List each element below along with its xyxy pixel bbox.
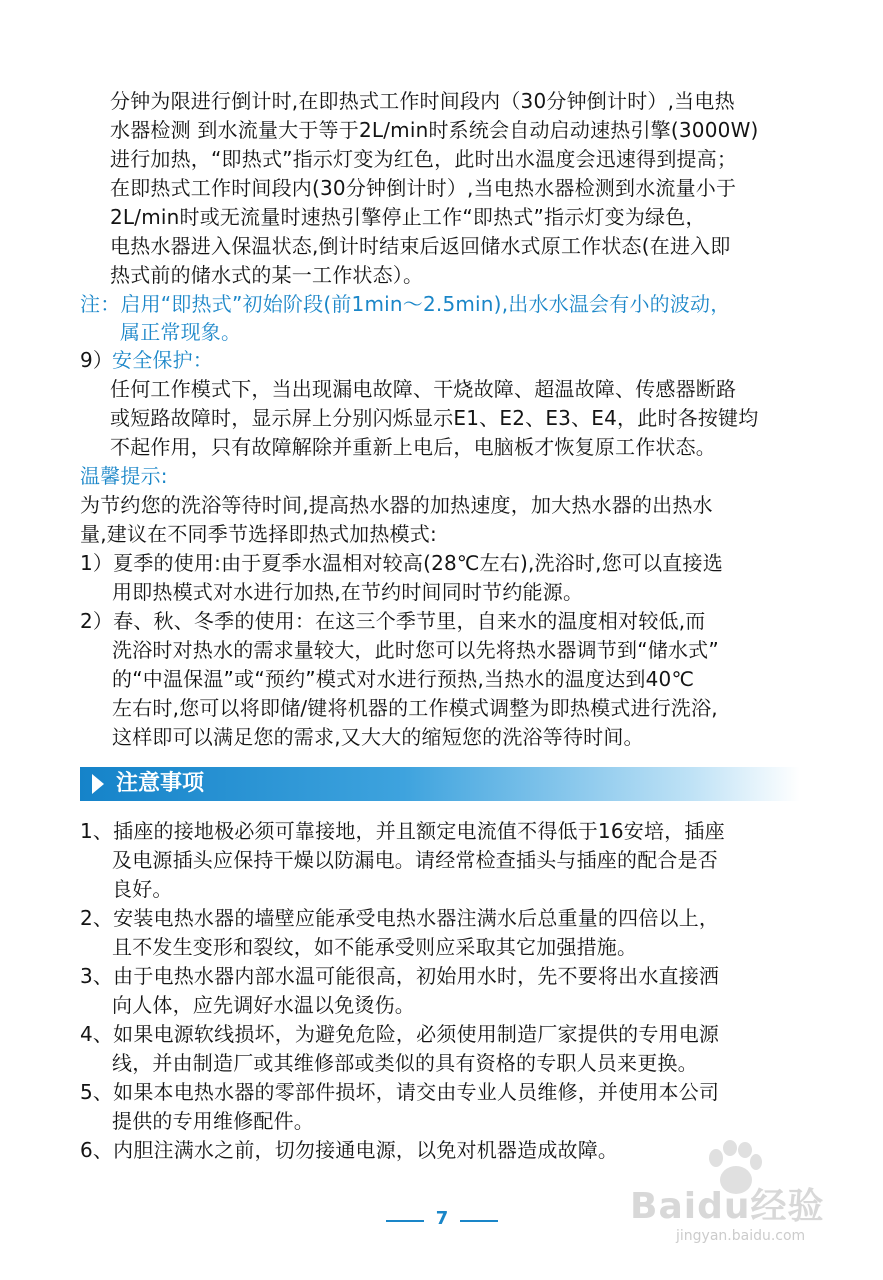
watermark-url: jingyan.baidu.com [676, 1228, 806, 1244]
intro-line: 分钟为限进行倒计时,在即热式工作时间段内（30分钟倒计时）,当电热 [110, 89, 735, 113]
page-number: 7 [435, 1208, 449, 1229]
intro-line: 在即热式工作时间段内(30分钟倒计时）,当电热水器检测到水流量小于 [110, 176, 737, 200]
notice-line: 5、如果本电热水器的零部件损坏，请交由专业人员维修，并使用本公司 [80, 1080, 720, 1104]
notice-line: 2、安装电热水器的墙壁应能承受电热水器注满水后总重量的四倍以上， [80, 906, 720, 930]
intro-line: 进行加热，“即热式”指示灯变为红色，此时出水温度会迅速得到提高； [110, 147, 738, 171]
notice-line: 3、由于电热水器内部水温可能很高，初始用水时，先不要将出水直接洒 [80, 964, 720, 988]
triangle-right-icon [92, 774, 104, 794]
intro-line: 2L/min时或无流量时速热引擎停止工作“即热式”指示灯变为绿色， [110, 205, 706, 229]
tips-item-line: 这样即可以满足您的需求,又大大的缩短您的洗浴等待时间。 [112, 725, 644, 749]
tips-item-line: 左右时,您可以将即储/键将机器的工作模式调整为即热模式进行洗浴, [112, 696, 718, 720]
notice-line: 及电源插头应保持干燥以防漏电。请经常检查插头与插座的配合是否 [112, 848, 718, 872]
tips-item-line: 用即热模式对水进行加热,在节约时间同时节约能源。 [112, 580, 584, 604]
intro-line: 电热水器进入保温状态,倒计时结束后返回储水式原工作状态(在进入即 [110, 234, 731, 258]
safety-line: 或短路故障时，显示屏上分别闪烁显示E1、E2、E3、E4，此时各按键均 [110, 406, 759, 430]
notice-line: 向人体，应先调好水温以免烫伤。 [112, 993, 415, 1017]
note-line: 注：启用“即热式”初始阶段(前1min～2.5min),出水水温会有小的波动， [80, 292, 731, 316]
tips-intro-line: 量,建议在不同季节选择即热式加热模式: [80, 522, 437, 546]
tips-heading: 温馨提示: [80, 464, 168, 488]
notice-line: 提供的专用维修配件。 [112, 1109, 314, 1133]
page-number-rule-right [460, 1220, 498, 1222]
note-line: 属正常现象。 [120, 320, 242, 344]
intro-line: 水器检测 到水流量大于等于2L/min时系统会自动启动速热引擎(3000W) [110, 118, 759, 142]
intro-line: 热式前的储水式的某一工作状态）。 [110, 263, 424, 287]
tips-item-line: 2）春、秋、冬季的使用：在这三个季节里，自来水的温度相对较低,而 [80, 609, 706, 633]
notice-line: 且不发生变形和裂纹，如不能承受则应采取其它加强措施。 [112, 935, 638, 959]
section-title: 注意事项 [116, 771, 205, 796]
tips-intro-line: 为节约您的洗浴等待时间,提高热水器的加热速度，加大热水器的出热水 [80, 493, 713, 517]
page-number-rule-left [386, 1220, 424, 1222]
safety-heading-number: 9） [80, 348, 114, 372]
notice-line: 4、如果电源软线损坏，为避免危险，必须使用制造厂家提供的专用电源 [80, 1022, 720, 1046]
safety-heading: 安全保护： [112, 348, 213, 372]
notice-line: 线，并由制造厂或其维修部或类似的具有资格的专职人员来更换。 [112, 1051, 698, 1075]
watermark-logo: Baidu经验 [630, 1186, 825, 1227]
notice-line: 1、插座的接地极必须可靠接地，并且额定电流值不得低于16安培，插座 [80, 819, 725, 843]
tips-item-line: 的“中温保温”或“预约”模式对水进行预热,当热水的温度达到40℃ [112, 667, 695, 691]
tips-item-line: 洗浴时对热水的需求量较大，此时您可以先将热水器调节到“储水式” [112, 638, 719, 662]
safety-line: 不起作用，只有故障解除并重新上电后，电脑板才恢复原工作状态。 [110, 435, 716, 459]
tips-item-line: 1）夏季的使用:由于夏季水温相对较高(28℃左右),洗浴时,您可以直接选 [80, 551, 723, 575]
notice-line: 6、内胆注满水之前，切勿接通电源，以免对机器造成故障。 [80, 1138, 619, 1162]
safety-line: 任何工作模式下，当出现漏电故障、干烧故障、超温故障、传感器断路 [110, 377, 737, 401]
notice-line: 良好。 [112, 877, 173, 901]
